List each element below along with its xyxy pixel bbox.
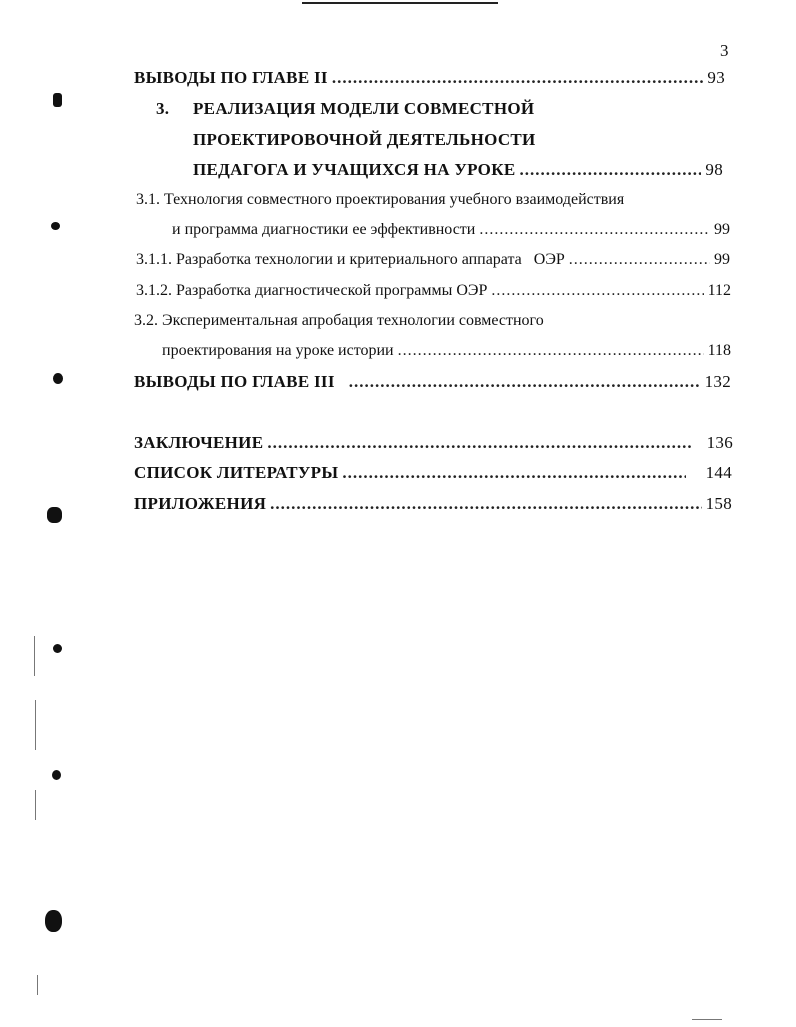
- toc-entry-chapter-3: [193, 160, 723, 180]
- toc-entry-3-1-1: [136, 251, 730, 269]
- dot-leader: [398, 342, 704, 360]
- toc-entry-conclusions-3: [134, 372, 731, 392]
- scan-blot: [51, 222, 60, 230]
- scan-blot: [53, 93, 62, 107]
- toc-page: 99: [714, 221, 730, 238]
- scan-blot: [45, 910, 62, 932]
- top-rule: [302, 2, 498, 4]
- toc-page: 144: [705, 463, 732, 482]
- scan-blot: [53, 644, 62, 653]
- toc-entry-conclusions-2: [134, 68, 725, 88]
- toc-entry-references: [134, 463, 732, 483]
- toc-title: ВЫВОДЫ ПО ГЛАВЕ III: [134, 372, 335, 391]
- toc-entry-appendices: [134, 494, 732, 514]
- toc-page: 98: [705, 160, 723, 179]
- chapter-3-title-line-1: РЕАЛИЗАЦИЯ МОДЕЛИ СОВМЕСТНОЙ: [193, 99, 535, 118]
- toc-entry-conclusion: [134, 433, 733, 453]
- dot-leader: [342, 463, 685, 483]
- toc-entry-3-1: [172, 221, 730, 239]
- scan-edge-mark: [692, 1019, 722, 1020]
- toc-entry-3-2: [162, 342, 731, 360]
- scan-edge-mark: [35, 790, 36, 820]
- section-3-2-line-2: проектирования на уроке истории: [162, 342, 394, 359]
- section-3-1-line-1: 3.1. Технология совместного проектирования учебного взаимодействия: [136, 191, 625, 208]
- dot-leader: [519, 160, 701, 180]
- section-3-1-line-2: и программа диагностики ее эффективности: [172, 221, 476, 238]
- chapter-3-title-line-3: ПЕДАГОГА И УЧАЩИХСЯ НА УРОКЕ: [193, 160, 516, 179]
- toc-page: 99: [714, 251, 730, 268]
- dot-leader: [267, 433, 692, 453]
- scan-blot: [53, 373, 63, 384]
- scan-edge-mark: [34, 636, 35, 676]
- toc-title: СПИСОК ЛИТЕРАТУРЫ: [134, 463, 339, 482]
- toc-title: ЗАКЛЮЧЕНИЕ: [134, 433, 264, 452]
- toc-page: 158: [705, 494, 732, 513]
- page-number: 3: [720, 41, 729, 60]
- scan-blot: [52, 770, 61, 780]
- dot-leader: [270, 494, 701, 514]
- toc-title: 3.1.2. Разработка диагностической программы ОЭР: [136, 282, 488, 299]
- toc-entry-3-1-2: [136, 282, 731, 300]
- scan-edge-mark: [37, 975, 38, 995]
- toc-page: 118: [707, 342, 731, 359]
- chapter-3-title-line-2: ПРОЕКТИРОВОЧНОЙ ДЕЯТЕЛЬНОСТИ: [193, 130, 536, 149]
- toc-title: ПРИЛОЖЕНИЯ: [134, 494, 267, 513]
- scan-edge-mark: [35, 700, 36, 750]
- section-3-2-line-1: 3.2. Экспериментальная апробация технологии совместного: [134, 312, 544, 329]
- toc-page: 136: [706, 433, 733, 452]
- dot-leader: [349, 372, 701, 392]
- dot-leader: [569, 251, 710, 269]
- dot-leader: [332, 68, 704, 88]
- toc-page: 112: [707, 282, 731, 299]
- toc-page: 132: [704, 372, 731, 391]
- toc-page: 93: [707, 68, 725, 87]
- scan-blot: [47, 507, 62, 523]
- toc-title: ВЫВОДЫ ПО ГЛАВЕ II: [134, 68, 328, 87]
- dot-leader: [479, 221, 710, 239]
- dot-leader: [491, 282, 703, 300]
- chapter-3-number: 3.: [156, 99, 170, 118]
- toc-title: 3.1.1. Разработка технологии и критериального аппарата ОЭР: [136, 251, 565, 268]
